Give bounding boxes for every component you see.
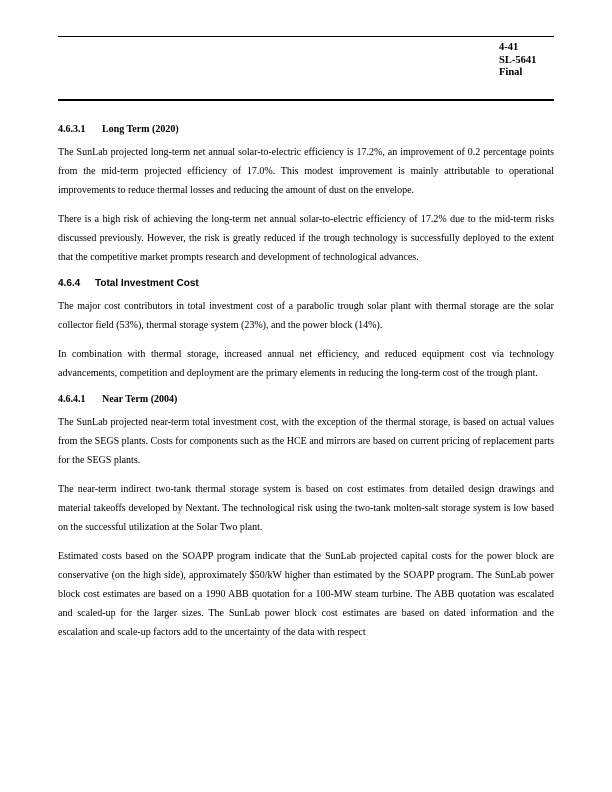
paragraph: The major cost contributors in total investment cost of a parabolic trough solar plant with thermal storage are the solar collector field (53%), thermal storage system (23%), and the power block (14%). xyxy=(58,301,554,331)
paragraph: The near-term indirect two-tank thermal storage system is based on cost estimates from detailed design drawings and material takeoffs developed by Nextant. The technological risk using the two-tank molten-salt storage system is low based on the successful utilization at the Solar Two plant. xyxy=(58,484,554,533)
document-id: SL-5641 xyxy=(499,54,537,66)
section-heading-near-term xyxy=(58,393,554,407)
section-title: Near Term (2004) xyxy=(102,394,178,405)
paragraph: In combination with thermal storage, increased annual net efficiency, and reduced equipment cost via technology advancements, competition and deployment are the primary elements in reducing the long-term cost of the trough plant. xyxy=(58,349,554,379)
page-header xyxy=(499,42,536,80)
header-rule-bottom xyxy=(58,99,554,101)
section-heading-total-investment-cost xyxy=(58,277,554,291)
section-title: Long Term (2020) xyxy=(102,124,179,135)
paragraph: There is a high risk of achieving the long-term net annual solar-to-electric efficiency of 17.2% due to the mid-term risks discussed previously. However, the risk is greatly reduced if the trough technology is successfully deployed to the extent that the competitive market prompts research and development of technological advances. xyxy=(58,214,554,263)
section-number: 4.6.4 xyxy=(58,278,81,289)
section-number: 4.6.3.1 xyxy=(58,124,86,135)
paragraph: The SunLab projected long-term net annual solar-to-electric efficiency is 17.2%, an improvement of 0.2 percentage points from the mid-term projected efficiency of 17.0%. This modest improvement is mainly attributable to operational improvements to reduce thermal losses and reducing the amount of dust on the envelope. xyxy=(58,147,554,196)
page-number: 4-41 xyxy=(499,42,519,53)
paragraph: Estimated costs based on the SOAPP program indicate that the SunLab projected capital costs for the power block are conservative (on the high side), approximately $50/kW higher than estimated by the SOAPP program. The SunLab power block cost estimates are based on a 1990 ABB quotation for a 100-MW steam turbine. The ABB quotation was escalated and scaled-up for the larger sizes. The SunLab power block cost estimates are based on dated information and the escalation and scale-up factors add to the uncertainty of the data with respect xyxy=(58,551,554,638)
section-title: Total Investment Cost xyxy=(95,278,199,289)
document-status: Final xyxy=(499,67,523,78)
section-number: 4.6.4.1 xyxy=(58,394,86,405)
section-heading-long-term xyxy=(58,123,554,137)
paragraph: The SunLab projected near-term total investment cost, with the exception of the thermal storage, is based on actual values from the SEGS plants. Costs for components such as the HCE and mirrors are based on current pricing of replacement parts for the SEGS plants. xyxy=(58,417,554,466)
header-rule-top xyxy=(58,36,554,37)
page-body xyxy=(58,123,554,652)
